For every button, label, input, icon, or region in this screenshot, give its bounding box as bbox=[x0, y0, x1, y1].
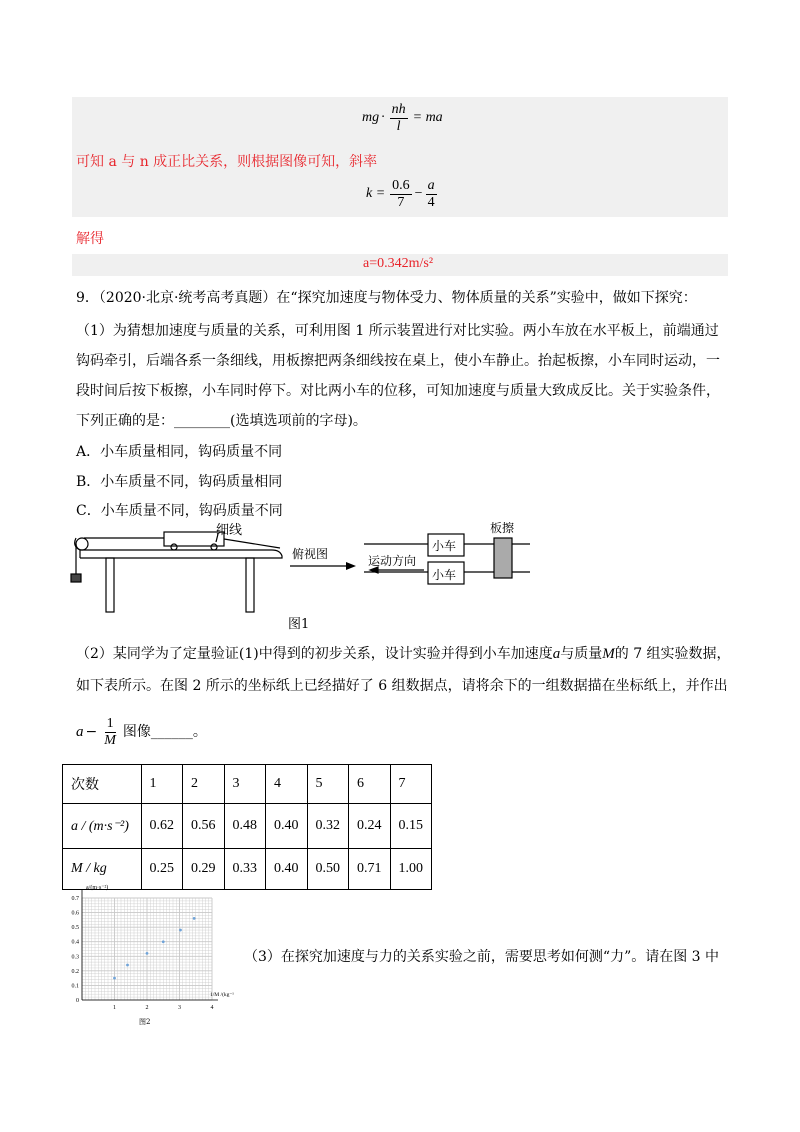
question-part-1: （1）为猜想加速度与质量的关系，可利用图 1 所示装置进行对比实验。两小车放在水平板上，前端通过钩码牵引，后端各系一条细线，用板擦把两条细线按在桌上，使小车静止。抬起板擦，小车同时运动，一段时间后按下板擦，小车同时停下。对比两小车的位移，可知加速度与质量大致成反比。关于实验条件，下列正确的是：________(选填选项前的字母)。 bbox=[76, 323, 720, 429]
result-formula: a=0.342m/s² bbox=[363, 256, 434, 271]
table-row-header bbox=[63, 765, 432, 804]
figure-2-caption: 图2 bbox=[139, 1018, 151, 1026]
data-point bbox=[146, 952, 149, 955]
table-row-acceleration bbox=[63, 804, 432, 849]
table-cell: 0.40 bbox=[266, 804, 308, 849]
table-cell: 0.25 bbox=[141, 849, 183, 890]
equation-2-fraction-2: $\frac{a}{4}$ bbox=[427, 177, 435, 210]
data-point bbox=[162, 940, 165, 943]
equation-2-fraction-1: $\frac{0.6}{7}$ bbox=[392, 177, 410, 210]
y-tick-label: 0.3 bbox=[71, 954, 79, 961]
y-tick-label: 0.2 bbox=[71, 968, 79, 975]
x-tick-label: 4 bbox=[210, 1005, 214, 1011]
x-axis-label: 1/M /(kg⁻¹) bbox=[210, 992, 234, 998]
equation-1: mg · $\frac{nh}{l}$ = ma bbox=[362, 101, 443, 134]
table-cell: 0.15 bbox=[390, 804, 432, 849]
x-tick-label: 2 bbox=[145, 1005, 149, 1011]
table-cell: 3 bbox=[224, 765, 266, 804]
x-tick-label: 3 bbox=[178, 1005, 181, 1011]
table-cell: 0.50 bbox=[307, 849, 349, 890]
y-tick-label: 0.7 bbox=[71, 896, 79, 902]
table-cell: a / (m·s⁻²) bbox=[63, 804, 142, 849]
solve-label: 解得 bbox=[76, 231, 104, 247]
figure-2 bbox=[68, 882, 234, 1028]
car-label-2: 小车 bbox=[432, 568, 457, 582]
table-cell: 0.29 bbox=[183, 849, 225, 890]
table-cell: 5 bbox=[307, 765, 349, 804]
table-cell: 0.33 bbox=[224, 849, 266, 890]
data-table bbox=[62, 764, 432, 890]
equation-2: k = $\frac{0.6}{7}$ − $\frac{a}{4}$ bbox=[366, 177, 435, 210]
figure-2-chart bbox=[68, 882, 234, 1028]
table-cell: 次数 bbox=[63, 765, 142, 804]
table-cell: M / kg bbox=[63, 849, 142, 890]
table-cell: 1.00 bbox=[390, 849, 432, 890]
table-cell: 4 bbox=[266, 765, 308, 804]
table-cell: 0.32 bbox=[307, 804, 349, 849]
table-cell: 0.24 bbox=[349, 804, 391, 849]
question-part-2-line-1: （2）某同学为了定量验证(1)中得到的初步关系，设计实验并得到小车加速度a与质量M的 7 组实验数据， bbox=[76, 646, 731, 662]
topview-label: 俯视图 bbox=[292, 547, 329, 561]
table-cell: 0.62 bbox=[141, 804, 183, 849]
table-cell: 0.56 bbox=[183, 804, 225, 849]
table-cell: 6 bbox=[349, 765, 391, 804]
question-part-3: （3）在探究加速度与力的关系实验之前，需要思考如何测“力”。请在图 3 中 bbox=[244, 949, 720, 965]
option-b: B．小车质量不同，钩码质量相同 bbox=[76, 474, 283, 490]
topview-arrowhead bbox=[346, 562, 356, 570]
y-axis-label: a/(m·s⁻²) bbox=[86, 885, 109, 891]
thread-label: 细线 bbox=[216, 523, 243, 538]
table-cell: 7 bbox=[390, 765, 432, 804]
data-point bbox=[179, 929, 182, 932]
car-label-1: 小车 bbox=[432, 539, 457, 553]
table-cell: 1 bbox=[141, 765, 183, 804]
y-tick-label: 0.6 bbox=[71, 910, 79, 917]
figure-1 bbox=[66, 522, 546, 634]
lab-table-illustration bbox=[71, 532, 282, 612]
y-tick-label: 0.5 bbox=[71, 925, 79, 932]
table-cell: 2 bbox=[183, 765, 225, 804]
option-c: C．小车质量不同，钩码质量不同 bbox=[76, 503, 283, 519]
data-point bbox=[113, 977, 116, 980]
x-tick-label: 1 bbox=[113, 1005, 116, 1011]
data-point bbox=[126, 964, 129, 967]
data-point bbox=[193, 917, 196, 920]
table-cell: 0.71 bbox=[349, 849, 391, 890]
equation-1-fraction: $\frac{nh}{l}$ bbox=[391, 101, 406, 134]
eraser-label: 板擦 bbox=[490, 522, 515, 535]
plot-label-line: a − $\frac{1}{M}$ 图像______。 bbox=[76, 715, 207, 748]
y-tick-label: 0.4 bbox=[71, 939, 79, 946]
table-cell: 0.48 bbox=[224, 804, 266, 849]
table-cell: 0.40 bbox=[266, 849, 308, 890]
plot-label-fraction: $\frac{1}{M}$ bbox=[104, 715, 116, 748]
solution-line-2: 可知 a 与 n 成正比关系，则根据图像可知，斜率 bbox=[76, 154, 378, 170]
y-tick-label: 0.1 bbox=[71, 983, 79, 990]
figure-1-diagram bbox=[66, 522, 546, 634]
y-tick-label: 0 bbox=[76, 998, 79, 1004]
direction-label: 运动方向 bbox=[368, 554, 417, 568]
option-a: A．小车质量相同，钩码质量不同 bbox=[76, 444, 283, 460]
figure-1-caption: 图1 bbox=[288, 617, 310, 632]
question-part-2-line-2: 如下表所示。在图 2 所示的坐标纸上已经描好了 6 组数据点，请将余下的一组数据描在坐标纸上，并作出 bbox=[76, 678, 728, 694]
question-header: 9．（2020·北京·统考高考真题）在“探究加速度与物体受力、物体质量的关系”实验中，做如下探究： bbox=[76, 290, 697, 306]
